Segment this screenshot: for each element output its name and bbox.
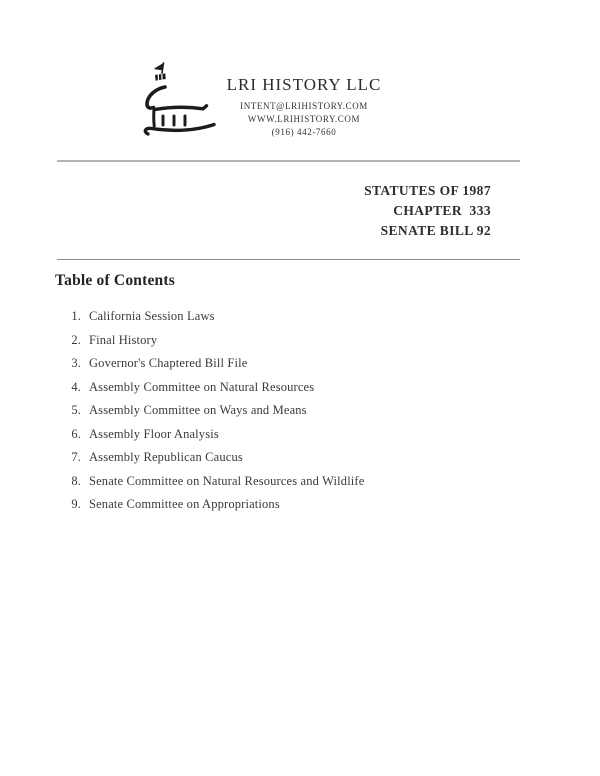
toc-item-number: 4. xyxy=(71,379,81,394)
toc-title: Table of Contents xyxy=(55,272,175,289)
statutes-line: STATUTES OF 1987 xyxy=(364,183,491,198)
toc-item-label: California Session Laws xyxy=(89,309,215,323)
toc-item xyxy=(68,450,364,464)
letterhead xyxy=(0,73,600,139)
toc-item-label: Assembly Committee on Ways and Means xyxy=(89,403,307,417)
company-name: LRI HISTORY LLC xyxy=(226,75,382,94)
toc-item xyxy=(68,474,364,488)
toc-item-label: Senate Committee on Natural Resources and Wildlife xyxy=(89,473,365,488)
toc-item-label: Assembly Republican Caucus xyxy=(89,450,243,464)
toc-item xyxy=(68,497,364,511)
toc-item-number: 2. xyxy=(71,332,81,347)
toc-item xyxy=(68,309,364,323)
toc-item xyxy=(68,427,364,441)
statute-reference xyxy=(364,181,491,241)
toc-item-number: 1. xyxy=(71,309,81,323)
email-line: INTENT@LRIHISTORY.COM xyxy=(240,101,368,111)
toc-item-label: Governor's Chaptered Bill File xyxy=(89,356,248,370)
toc-item-label: Assembly Floor Analysis xyxy=(89,426,219,441)
toc-item-label: Final History xyxy=(89,332,158,347)
toc-item-number: 6. xyxy=(71,426,81,441)
toc-item-number: 8. xyxy=(71,473,81,488)
website-line: WWW.LRIHISTORY.COM xyxy=(247,114,361,124)
toc-item xyxy=(68,403,364,417)
toc-item xyxy=(68,333,364,347)
toc-item xyxy=(68,356,364,370)
horizontal-rule-bottom xyxy=(57,259,520,260)
toc-item-number: 5. xyxy=(71,403,81,417)
toc-item xyxy=(68,380,364,394)
toc-item-number: 3. xyxy=(71,356,81,370)
toc-item-label: Assembly Committee on Natural Resources xyxy=(89,379,315,394)
senate-bill-line: SENATE BILL 92 xyxy=(380,223,491,238)
phone-line: (916) 442-7660 xyxy=(271,127,337,137)
horizontal-rule-top xyxy=(57,160,520,162)
toc-list xyxy=(68,309,364,521)
toc-item-label: Senate Committee on Appropriations xyxy=(89,497,280,511)
chapter-line: CHAPTER 333 xyxy=(393,203,491,218)
toc-item-number: 9. xyxy=(71,497,81,511)
toc-item-number: 7. xyxy=(71,450,81,464)
